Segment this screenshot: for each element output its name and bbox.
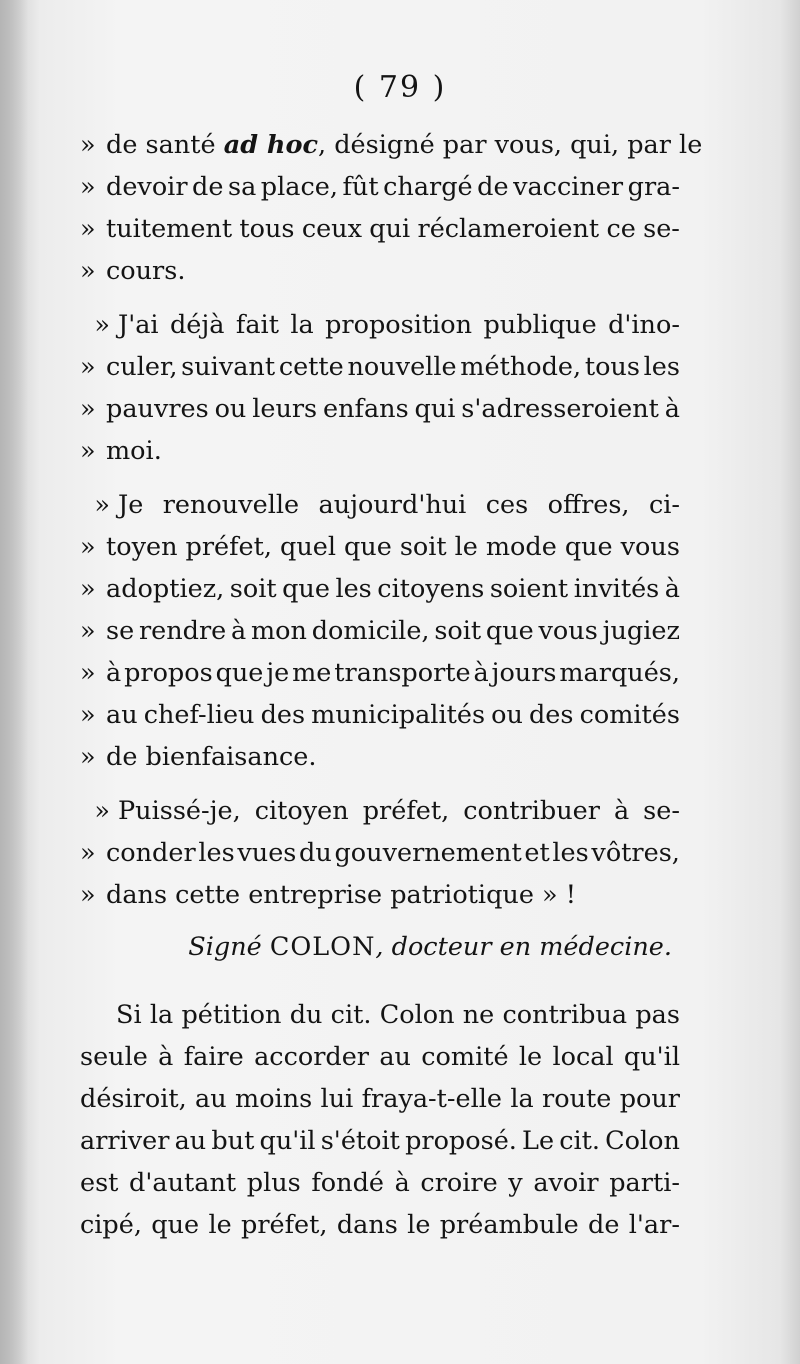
- word: à: [231, 616, 247, 646]
- line-text: [106, 208, 680, 250]
- quote-mark: »: [80, 394, 96, 424]
- signe-label: Signé: [188, 932, 262, 962]
- word: la: [510, 1084, 534, 1114]
- signatory-name: COLON: [269, 932, 376, 962]
- text-line: [80, 304, 680, 346]
- word: renouvelle: [162, 490, 300, 520]
- word: que: [343, 532, 392, 562]
- word: croire: [420, 1168, 498, 1198]
- line-text: de santé: [106, 130, 224, 160]
- text-line: [80, 652, 680, 694]
- word: citoyen: [254, 796, 349, 826]
- text-line: [80, 1204, 680, 1246]
- word: citoyens: [377, 574, 485, 604]
- word: de: [588, 1210, 620, 1240]
- signature-line: [80, 922, 680, 972]
- word: se-: [643, 214, 680, 244]
- quote-mark: »: [80, 214, 96, 244]
- word: rendre: [138, 616, 227, 646]
- word: culer,: [106, 352, 178, 382]
- word: le: [454, 532, 478, 562]
- word: d'autant: [129, 1168, 237, 1198]
- word: à: [394, 1168, 410, 1198]
- word: que: [564, 532, 613, 562]
- word: qui: [369, 214, 411, 244]
- word: la: [290, 310, 314, 340]
- text-line: [80, 250, 680, 292]
- word: se: [106, 616, 135, 646]
- word: marqués,: [559, 658, 680, 688]
- word: dans: [336, 1210, 398, 1240]
- word: jours: [491, 658, 557, 688]
- word: les: [198, 838, 235, 868]
- word: contribuer: [463, 796, 600, 826]
- text-line: [80, 124, 703, 166]
- paragraph-gap: [80, 472, 680, 484]
- quote-mark: »: [80, 742, 96, 772]
- text-line: [80, 1162, 680, 1204]
- quote-mark: »: [94, 796, 110, 826]
- line-text: [106, 652, 680, 694]
- word: y: [508, 1168, 523, 1198]
- word: propos: [124, 658, 213, 688]
- word: à: [613, 796, 630, 826]
- word: vacciner: [513, 172, 624, 202]
- word: tuitement: [106, 214, 233, 244]
- signatory-title: , docteur en médecine.: [375, 932, 672, 962]
- word: cit.: [559, 1126, 600, 1156]
- text-line: [80, 994, 680, 1036]
- word: ou: [214, 394, 247, 424]
- word: pétition: [181, 1000, 282, 1030]
- word: des: [528, 700, 574, 730]
- quote-mark: »: [80, 700, 96, 730]
- word: l'ar-: [628, 1210, 680, 1240]
- word: des: [260, 700, 306, 730]
- paragraph-gap: [80, 778, 680, 790]
- word: municipalités: [311, 700, 486, 730]
- word: chef-lieu: [143, 700, 255, 730]
- word: plus: [246, 1168, 301, 1198]
- word: d'ino-: [608, 310, 680, 340]
- italic-phrase: ad hoc: [223, 130, 318, 160]
- word: ci-: [648, 490, 680, 520]
- word: de: [477, 172, 509, 202]
- word: publique: [483, 310, 597, 340]
- quote-mark: »: [80, 658, 96, 688]
- text-line: [80, 568, 680, 610]
- quote-mark: »: [80, 532, 96, 562]
- word: proposition: [325, 310, 473, 340]
- quote-mark: »: [94, 490, 110, 520]
- word: pas: [635, 1000, 680, 1030]
- word: nouvelle: [347, 352, 457, 382]
- word: cipé,: [80, 1210, 142, 1240]
- text-line: [80, 484, 680, 526]
- word: domicile,: [311, 616, 430, 646]
- word: au: [106, 700, 138, 730]
- word: à: [158, 1042, 174, 1072]
- word: vous: [620, 532, 680, 562]
- word: et: [524, 838, 550, 868]
- quote-mark: »: [80, 838, 96, 868]
- quote-mark: »: [80, 574, 96, 604]
- text-line: [80, 736, 680, 778]
- word: les: [335, 574, 372, 604]
- word: que: [282, 574, 330, 604]
- word: invités: [573, 574, 660, 604]
- word: parti-: [609, 1168, 680, 1198]
- quote-mark: »: [80, 130, 96, 160]
- text-line: [80, 1078, 680, 1120]
- word: arriver: [80, 1126, 170, 1156]
- word: faire: [183, 1042, 244, 1072]
- word: se-: [643, 796, 680, 826]
- line-text: [106, 832, 680, 874]
- word: seule: [80, 1042, 148, 1072]
- word: de: [192, 172, 224, 202]
- line-text: , désigné par vous, qui, par le: [318, 130, 703, 160]
- word: que: [215, 658, 264, 688]
- line-text: [118, 304, 680, 346]
- word: J'ai: [118, 310, 159, 340]
- line-text: [106, 166, 680, 208]
- text-line: [80, 1120, 680, 1162]
- word: au: [174, 1126, 207, 1156]
- word: est: [80, 1168, 119, 1198]
- word: jugiez: [602, 616, 680, 646]
- line-text: [106, 694, 680, 736]
- word: soit: [434, 616, 482, 646]
- word: mode: [485, 532, 557, 562]
- word: mon: [251, 616, 307, 646]
- word: toyen: [106, 532, 178, 562]
- line-text: [118, 790, 680, 832]
- word: à: [473, 658, 489, 688]
- word: que: [151, 1210, 200, 1240]
- page-body: [80, 124, 703, 1246]
- word: offres,: [547, 490, 630, 520]
- text-line: [80, 430, 680, 472]
- word: fraya-t-elle: [361, 1084, 503, 1114]
- word: du: [299, 838, 332, 868]
- word: qu'il: [623, 1042, 680, 1072]
- word: conder: [106, 838, 196, 868]
- line-text: [118, 484, 680, 526]
- word: adoptiez,: [106, 574, 225, 604]
- word: vous: [538, 616, 598, 646]
- word: Puissé-je,: [118, 796, 241, 826]
- text-line: [80, 874, 680, 916]
- word: préfet,: [362, 796, 450, 826]
- word: enfans: [323, 394, 409, 424]
- word: méthode,: [460, 352, 582, 382]
- word: à: [106, 658, 122, 688]
- text-line: [80, 526, 680, 568]
- word: fondé: [311, 1168, 384, 1198]
- text-line: [80, 346, 680, 388]
- word: cit.: [330, 1000, 372, 1030]
- word: ces: [485, 490, 529, 520]
- text-line: [80, 694, 680, 736]
- text-line: [80, 388, 680, 430]
- word: le: [208, 1210, 232, 1240]
- word: devoir: [106, 172, 188, 202]
- word: comité: [421, 1042, 509, 1072]
- quote-mark: »: [80, 880, 96, 910]
- word: contribua: [502, 1000, 628, 1030]
- line-text: [106, 388, 680, 430]
- word: pauvres: [106, 394, 209, 424]
- word: vues: [237, 838, 297, 868]
- line-text: de bienfaisance.: [106, 742, 317, 772]
- word: accorder: [254, 1042, 369, 1072]
- word: route: [542, 1084, 612, 1114]
- word: Colon: [605, 1126, 680, 1156]
- line-text: dans cette entreprise patriotique » !: [106, 880, 576, 910]
- text-line: [80, 1036, 680, 1078]
- word: ou: [491, 700, 523, 730]
- word: sa: [227, 172, 257, 202]
- word: préfet,: [185, 532, 273, 562]
- word: gouvernement: [334, 838, 522, 868]
- quote-mark: »: [80, 256, 96, 286]
- word: à: [664, 394, 680, 424]
- word: désiroit,: [80, 1084, 187, 1114]
- word: proposé.: [405, 1126, 517, 1156]
- line-content: [106, 124, 702, 166]
- word: à: [664, 574, 680, 604]
- word: Le: [522, 1126, 555, 1156]
- word: les: [552, 838, 589, 868]
- binding-shadow: [0, 0, 28, 1364]
- word: fait: [235, 310, 279, 340]
- text-line: [80, 166, 680, 208]
- line-text: cours.: [106, 256, 186, 286]
- word: quel: [280, 532, 336, 562]
- line-text: [106, 568, 680, 610]
- quote-mark: »: [80, 616, 96, 646]
- word: me: [292, 658, 332, 688]
- text-line: [80, 610, 680, 652]
- word: au: [379, 1042, 411, 1072]
- word: le: [407, 1210, 431, 1240]
- text-line: [80, 208, 680, 250]
- word: comités: [579, 700, 680, 730]
- word: je: [266, 658, 290, 688]
- quote-mark: »: [80, 436, 96, 466]
- word: suivant: [181, 352, 276, 382]
- word: leurs: [252, 394, 318, 424]
- word: déjà: [169, 310, 225, 340]
- text-line: [80, 790, 680, 832]
- page-number: ( 79 ): [353, 70, 447, 105]
- word: préambule: [439, 1210, 579, 1240]
- word: cette: [278, 352, 344, 382]
- word: Si: [116, 1000, 142, 1030]
- quote-mark: »: [80, 172, 96, 202]
- word: le: [518, 1042, 543, 1072]
- paragraph-gap: [80, 292, 680, 304]
- line-text: [106, 610, 680, 652]
- word: fût: [342, 172, 379, 202]
- word: gra-: [627, 172, 680, 202]
- word: lui: [320, 1084, 354, 1114]
- word: tous: [239, 214, 295, 244]
- word: du: [289, 1000, 323, 1030]
- word: but: [211, 1126, 255, 1156]
- word: moins: [235, 1084, 313, 1114]
- word: soit: [399, 532, 447, 562]
- word: que: [485, 616, 534, 646]
- word: s'adresseroient: [461, 394, 659, 424]
- word: ne: [462, 1000, 495, 1030]
- word: transporte: [334, 658, 471, 688]
- word: les: [643, 352, 680, 382]
- word: au: [195, 1084, 227, 1114]
- line-text: moi.: [106, 436, 162, 466]
- word: vôtres,: [591, 838, 680, 868]
- word: qu'il: [259, 1126, 316, 1156]
- word: tous: [584, 352, 640, 382]
- word: pour: [619, 1084, 680, 1114]
- word: s'étoit: [320, 1126, 400, 1156]
- word: Colon: [379, 1000, 455, 1030]
- word: qui: [414, 394, 456, 424]
- text-line: [80, 832, 680, 874]
- word: ceux: [301, 214, 362, 244]
- quote-mark: »: [94, 310, 110, 340]
- word: préfet,: [241, 1210, 328, 1240]
- word: la: [149, 1000, 174, 1030]
- word: réclameroient: [417, 214, 600, 244]
- line-text: [106, 346, 680, 388]
- line-text: [106, 526, 680, 568]
- word: local: [552, 1042, 614, 1072]
- word: ce: [606, 214, 636, 244]
- word: aujourd'hui: [318, 490, 467, 520]
- word: place,: [260, 172, 338, 202]
- word: Je: [118, 490, 144, 520]
- word: soit: [229, 574, 277, 604]
- word: soient: [489, 574, 569, 604]
- quote-mark: »: [80, 352, 96, 382]
- word: chargé: [383, 172, 473, 202]
- prose-paragraph: [80, 994, 680, 1246]
- word: avoir: [533, 1168, 599, 1198]
